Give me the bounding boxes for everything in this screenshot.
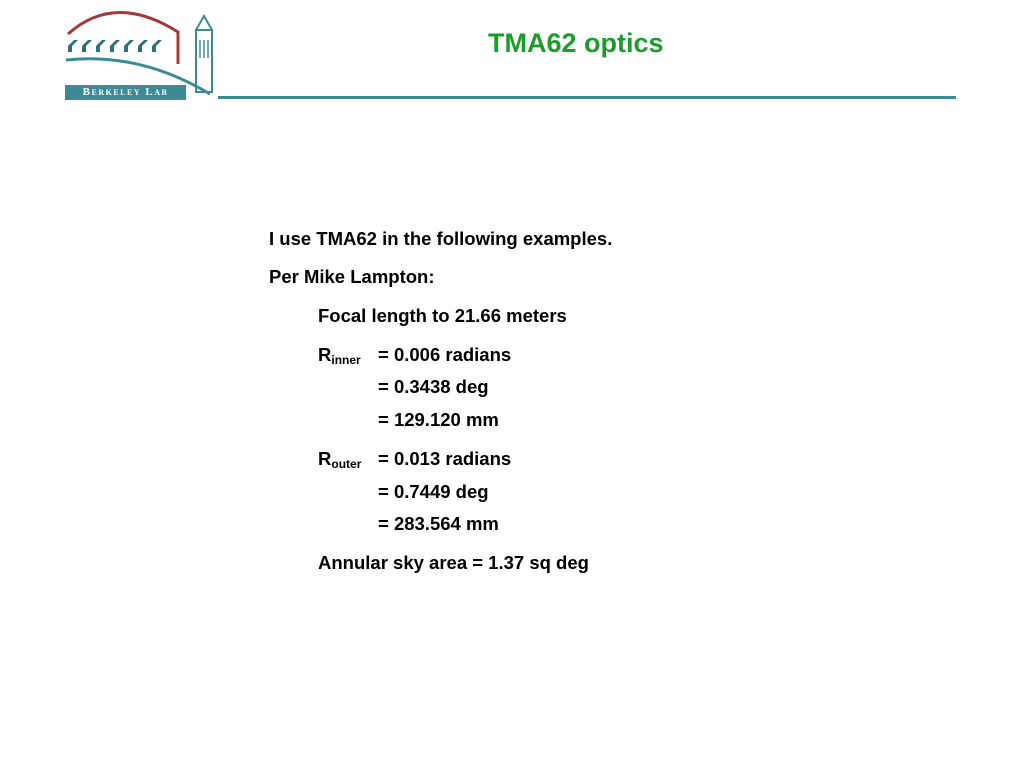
r-letter: R: [318, 344, 332, 365]
logo-label: Berkeley Lab: [65, 85, 186, 100]
r-inner-symbol: [318, 344, 378, 366]
r-outer-symbol: [318, 448, 378, 470]
r-letter: R: [318, 448, 332, 469]
outer-subscript: outer: [331, 457, 362, 471]
intro-line: I use TMA62 in the following examples.: [269, 228, 613, 249]
page-title: TMA62 optics: [488, 28, 664, 58]
annular-area-line: Annular sky area = 1.37 sq deg: [318, 552, 589, 573]
r-inner-radians: = 0.006 radians: [378, 344, 512, 365]
r-outer-line: [318, 448, 511, 470]
r-outer-mm: = 283.564 mm: [378, 513, 499, 534]
r-outer-radians: = 0.013 radians: [378, 448, 512, 469]
focal-length-line: Focal length to 21.66 meters: [318, 305, 567, 326]
header-divider: [218, 96, 956, 99]
inner-subscript: inner: [331, 353, 361, 367]
berkeley-lab-logo: [60, 0, 235, 104]
r-inner-mm: = 129.120 mm: [378, 409, 499, 430]
attribution-line: Per Mike Lampton:: [269, 266, 435, 287]
r-outer-degrees: = 0.7449 deg: [378, 481, 489, 502]
r-inner-line: [318, 344, 511, 366]
r-inner-degrees: = 0.3438 deg: [378, 376, 489, 397]
